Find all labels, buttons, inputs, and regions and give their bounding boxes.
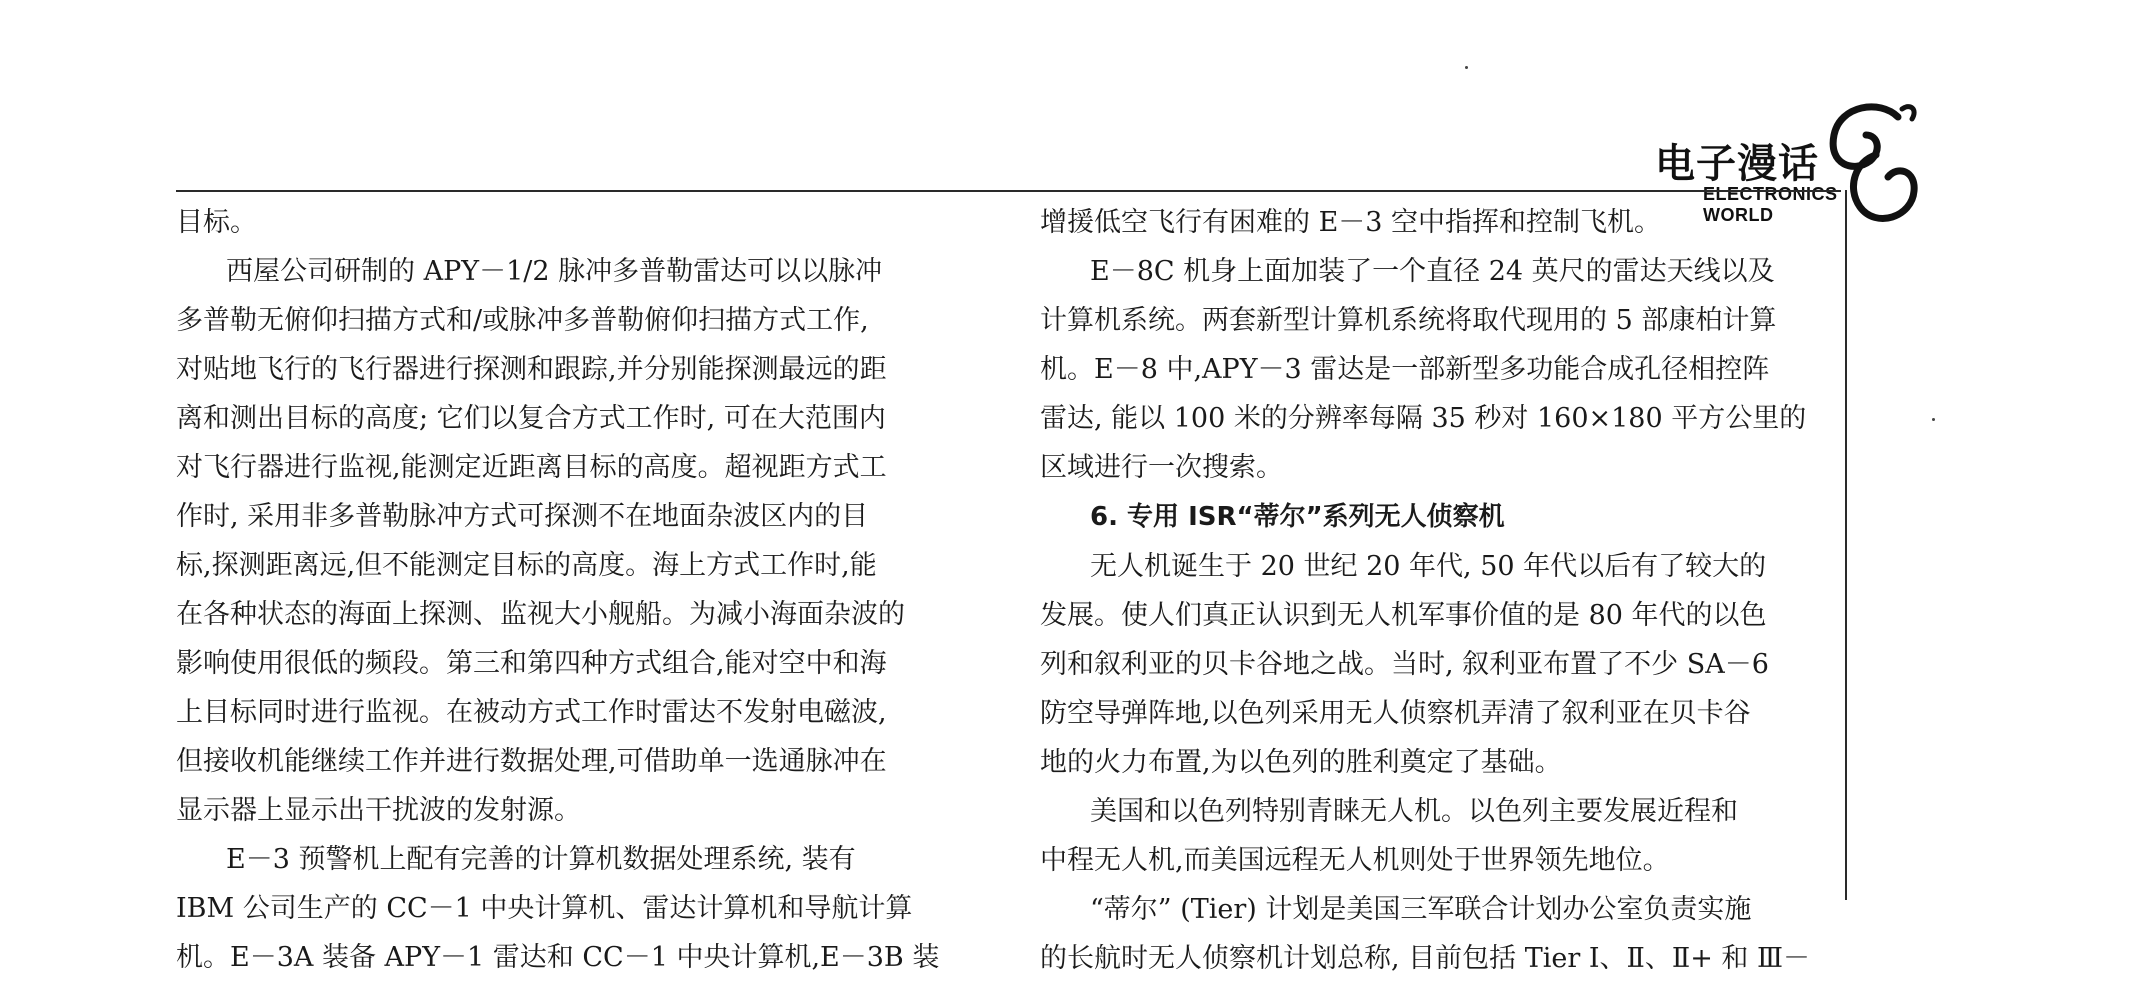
left-line: 多普勒无俯仰扫描方式和/或脉冲多普勒俯仰扫描方式工作, [176, 305, 869, 336]
right-line: 无人机诞生于 20 世纪 20 年代, 50 年代以后有了较大的 [1090, 551, 1767, 582]
column-rule [1845, 190, 1847, 900]
left-line: 离和测出目标的高度; 它们以复合方式工作时, 可在大范围内 [176, 403, 886, 434]
scan-speck [1932, 418, 1935, 421]
left-line: 作时, 采用非多普勒脉冲方式可探测不在地面杂波区内的目 [176, 501, 869, 532]
right-line: 增援低空飞行有困难的 E－3 空中指挥和控制飞机。 [1040, 207, 1662, 238]
right-line: 机。E－8 中,APY－3 雷达是一部新型多功能合成孔径相控阵 [1040, 354, 1770, 385]
left-line: 对贴地飞行的飞行器进行探测和跟踪,并分别能探测最远的距 [176, 354, 887, 385]
left-line: 对飞行器进行监视,能测定近距离目标的高度。超视距方式工 [176, 452, 887, 483]
scan-speck [1465, 66, 1468, 69]
right-line: 雷达, 能以 100 米的分辨率每隔 35 秒对 160×180 平方公里的 [1040, 403, 1807, 434]
header-rule [176, 190, 1841, 192]
left-line: 西屋公司研制的 APY－1/2 脉冲多普勒雷达可以以脉冲 [226, 256, 883, 287]
masthead-title: 电子漫话 [1655, 141, 1819, 187]
left-line: IBM 公司生产的 CC－1 中央计算机、雷达计算机和导航计算 [176, 893, 913, 924]
right-column [1040, 198, 1840, 983]
right-line: 防空导弹阵地,以色列采用无人侦察机弄清了叙利亚在贝卡谷 [1040, 698, 1751, 729]
right-line: 区域进行一次搜索。 [1040, 452, 1283, 483]
right-line: 中程无人机,而美国远程无人机则处于世界领先地位。 [1040, 845, 1670, 876]
section-heading: 6. 专用 ISR“蒂尔”系列无人侦察机 [1090, 502, 1505, 532]
left-line: 但接收机能继续工作并进行数据处理,可借助单一选通脉冲在 [176, 746, 887, 777]
right-line: 计算机系统。两套新型计算机系统将取代现用的 5 部康柏计算 [1040, 305, 1777, 336]
left-line: 机。E－3A 装备 APY－1 雷达和 CC－1 中央计算机,E－3B 装 [176, 942, 940, 973]
left-line: 上目标同时进行监视。在被动方式工作时雷达不发射电磁波, [176, 697, 887, 728]
right-line: E－8C 机身上面加装了一个直径 24 英尺的雷达天线以及 [1090, 256, 1775, 287]
right-line: 的长航时无人侦察机计划总称, 目前包括 Tier Ⅰ、Ⅱ、Ⅱ+ 和 Ⅲ－ [1040, 943, 1811, 974]
right-line: “蒂尔” (Tier) 计划是美国三军联合计划办公室负责实施 [1090, 894, 1752, 925]
right-line: 列和叙利亚的贝卡谷地之战。当时, 叙利亚布置了不少 SA－6 [1040, 649, 1769, 680]
right-line: 发展。使人们真正认识到无人机军事价值的是 80 年代的以色 [1040, 600, 1767, 631]
left-line: 在各种状态的海面上探测、监视大小舰船。为减小海面杂波的 [176, 599, 905, 630]
right-line: 美国和以色列特别青睐无人机。以色列主要发展近程和 [1090, 796, 1738, 827]
masthead-subtitle: ELECTRONICS WORLD [1703, 184, 1838, 225]
left-line: 影响使用很低的频段。第三和第四种方式组合,能对空中和海 [176, 648, 887, 679]
left-line: 标,探测距离远,但不能测定目标的高度。海上方式工作时,能 [176, 550, 877, 581]
left-line: 显示器上显示出干扰波的发射源。 [176, 795, 581, 826]
left-line: E－3 预警机上配有完善的计算机数据处理系统, 装有 [226, 844, 856, 875]
left-column [176, 198, 956, 982]
left-line: 目标。 [176, 207, 257, 238]
right-line: 地的火力布置,为以色列的胜利奠定了基础。 [1040, 747, 1562, 778]
